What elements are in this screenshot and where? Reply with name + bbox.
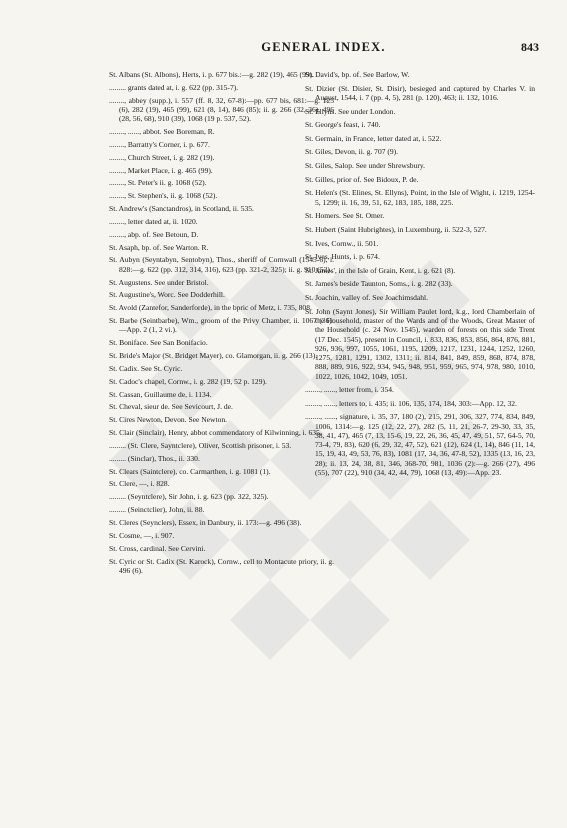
- index-entry: St. Giles, Devon, ii. g. 707 (9).: [305, 147, 399, 157]
- index-entry: St. James', in the Isle of Grain, Kent, i. g. 621 (8).: [305, 265, 456, 275]
- index-entry: St. Augustens. See under Bristol.: [109, 277, 209, 287]
- index-entry: ........, abbey (supp.), i. 557 (ff. 8, 32, 67-8):—pp. 677 bis, 681:—g. 125 (6), 282 (19), 465 (99), 621 (8, 14), 846 (85); ii. g. 266 (32, 36), 496 (28, 56, 68), 910 (39), 1068 (19 p. 537, 52).: [109, 95, 334, 124]
- index-entry: St. Cadix. See St. Cyric.: [109, 363, 183, 373]
- index-entry: St. Helen's (St. Elines, St. Ellyns), Point, in the Isle of Wight, i. 1219, 1254-5, 1299; ii. 16, 39, 51, 62, 183, 185, 188, 225.: [305, 188, 535, 207]
- index-entry: St. Asaph, bp. of. See Warton. R.: [109, 242, 209, 252]
- index-entry: St. Andrew's (Sanctandros), in Scotland, ii. 535.: [109, 204, 254, 214]
- index-entry: St. Albans (St. Albons), Herts, i. p. 677 bis.:—g. 282 (19), 465 (99).: [109, 70, 315, 79]
- index-entry: ........, St. Peter's ii. g. 1068 (52).: [109, 178, 207, 188]
- index-entry: St. Cosme, —, i. 907.: [109, 530, 175, 540]
- index-entry: St. Ives, Hunts, i. p. 674.: [305, 252, 380, 262]
- index-entry: St. John (Saynt Jones), Sir William Paulet lord, k.g., lord Chamberlain of the Household, master of the Wards and of the Woods, Great Master of the Household (c. 24 Nov. 1545), warden of forests on this side Trent (17 Dec. 1545), present in Council, i. 833, 836, 853, 856, 864, 876, 881, 926, 936, 997, 1055, 1061, 1195, 1209, 1217, 1231, 1244, 1252, 1260, 1275, 1281, 1291, 1302, 1311; ii. 814, 841, 849, 859, 868, 874, 878, 888, 889, 916, 922, 934, 945, 948, 951, 959, 965, 974, 978, 980, 1010, 1022, 1026, 1042, 1049, 1051.: [305, 306, 535, 381]
- index-entry: St. Bride's Major (St. Bridget Mayer), co. Glamorgan, ii. g. 266 (13).: [109, 351, 318, 361]
- index-column-right: [305, 70, 535, 482]
- index-entry: St. Avold (Zantefor, Sanderforde), in the bpric of Metz, i. 735, 808.: [109, 303, 312, 313]
- index-entry: St. Germain, in France, letter dated at, i. 522.: [305, 133, 442, 143]
- index-entry: St. Dizier (St. Disier, St. Disir), besieged and captured by Charles V. in August, 1544, i. 7 (pp. 4, 5), 281 (p. 120), 463; ii. 132, 1016.: [305, 83, 535, 102]
- running-title: GENERAL INDEX.: [261, 40, 386, 54]
- index-entry: St. Ives, Cornw., ii. 501.: [305, 238, 379, 248]
- index-entry: St. David's, bp. of. See Barlow, W.: [305, 70, 410, 79]
- index-entry: St. Cyric or St. Cadix (St. Karock), Cornw., cell to Montacute priory, ii. g. 496 (6).: [109, 556, 334, 575]
- index-entry: St. Cross, cardinal. See Cervini.: [109, 543, 206, 553]
- index-entry: St. George's feast, i. 740.: [305, 120, 381, 130]
- index-entry: ........, ......, letter from, i. 354.: [305, 385, 394, 395]
- index-entry: St. Boniface. See San Bonifacio.: [109, 338, 208, 348]
- index-entry: St. Hubert (Saint Hubrightes), in Luxemburg, ii. 522-3, 527.: [305, 224, 487, 234]
- index-entry: St. Barbe (Seintbarbe), Wm., groom of the Privy Chamber, ii. 1067 (36):—App. 2 (1, 2 vi.).: [109, 316, 334, 335]
- index-entry: ........, ......, abbot. See Boreman, R.: [109, 127, 215, 137]
- index-entry: ......... (St. Clere, Sayntclere), Oliver, Scottish prisoner, i. 53.: [109, 440, 292, 450]
- index-entry: ........, St. Stephen's, ii. g. 1068 (52).: [109, 191, 218, 201]
- index-entry: St. Aubyn (Seyntabyn, Sentobyn), Thos., sheriff of Cornwall (1545-6), i. 828:—g. 622 (pp. 312, 314, 316), 623 (pp. 321-2, 325); ii. g. 910 (52).: [109, 255, 334, 274]
- index-column-left: [109, 70, 334, 579]
- index-entry: ........, ......, signature, i. 35, 37, 180 (2), 215, 291, 306, 327, 774, 834, 849, 1006, 1314:—g. 125 (12, 22, 27), 282 (5, 11, 21, 26-7, 29-30, 33, 35, 38, 41, 47), 465 (7, 13, 15-6, 19, 22, 26, 36, 45, 47, 49, 51, 57, 64-5, 70, 73-4, 79, 83), 620 (6, 29, 32, 47, 52), 621 (12), 624 (1, 14), 846 (11, 14, 15, 19, 43, 49, 53, 76, 83), 1081 (17, 34, 36, 47-8, 52), 1335 (13, 16, 23, 28); ii. 13, 24, 38, 81, 346, 368-70, 981, 1036 (2):—g. 266 (27), 496 (55), 707 (22), 910 (34, 42, 44, 79), 1068 (13, 49):—App. 23.: [305, 412, 535, 477]
- index-entry: ........, letter dated at, ii. 1020.: [109, 216, 198, 226]
- index-entry: St. Clere, —, i. 828.: [109, 479, 170, 489]
- page-header: [108, 40, 539, 56]
- index-entry: St. Augustine's, Worc. See Dodderhill.: [109, 290, 225, 300]
- index-entry: St. Cheval, sieur de. See Sevicourt, J. de.: [109, 402, 233, 412]
- index-entry: ........, Barratty's Corner, i. p. 677.: [109, 139, 210, 149]
- index-entry: ........, Market Place, i. g. 465 (99).: [109, 165, 213, 175]
- index-entry: ......... (Seyntclere), Sir John, i. g. 623 (pp. 322, 325).: [109, 492, 269, 502]
- index-entry: St. Cassan, Guillaume de, i. 1134.: [109, 389, 212, 399]
- index-entry: St. Gilles, prior of. See Bidoux, P. de.: [305, 174, 419, 184]
- index-entry: St. Cadoc's chapel, Cornw., i. g. 282 (19, 52 p. 129).: [109, 376, 267, 386]
- index-entry: St. Cires Newton, Devon. See Newton.: [109, 415, 228, 425]
- page-number: 843: [521, 40, 539, 54]
- index-entry: St. Joachin, valley of. See Joachimsdahl.: [305, 293, 429, 303]
- index-entry: St. Giles, Salop. See under Shrewsbury.: [305, 161, 426, 171]
- index-entry: St. Cleres (Seynclers), Essex, in Danbury, ii. 173:—g. 496 (38).: [109, 518, 302, 527]
- index-entry: ........, abp. of. See Betoun, D.: [109, 229, 199, 239]
- index-entry: St. Clears (Saintclere), co. Carmarthen, i. g. 1081 (1).: [109, 466, 271, 476]
- index-entry: ........, ......, letters to, i. 435; ii. 106, 135, 174, 184, 303:—App. 12, 32.: [305, 398, 517, 408]
- index-entry: St. James's beside Taunton, Soms., i. g. 282 (33).: [305, 279, 453, 289]
- index-entry: ......... grants dated at, i. g. 622 (pp. 315-7).: [109, 82, 239, 92]
- index-entry: St. Clair (Sinclair), Henry, abbot commendatory of Kilwinning, i. 635.: [109, 428, 322, 438]
- index-entry: St. Ellyns. See under London.: [305, 106, 396, 116]
- index-entry: ......... (Seinctclier), John, ii. 88.: [109, 505, 205, 515]
- index-entry: ........, Church Street, i. g. 282 (19).: [109, 152, 215, 162]
- index-entry: ......... (Sinclar), Thos., ii. 330.: [109, 453, 200, 463]
- index-entry: St. Homers. See St. Omer.: [305, 211, 385, 221]
